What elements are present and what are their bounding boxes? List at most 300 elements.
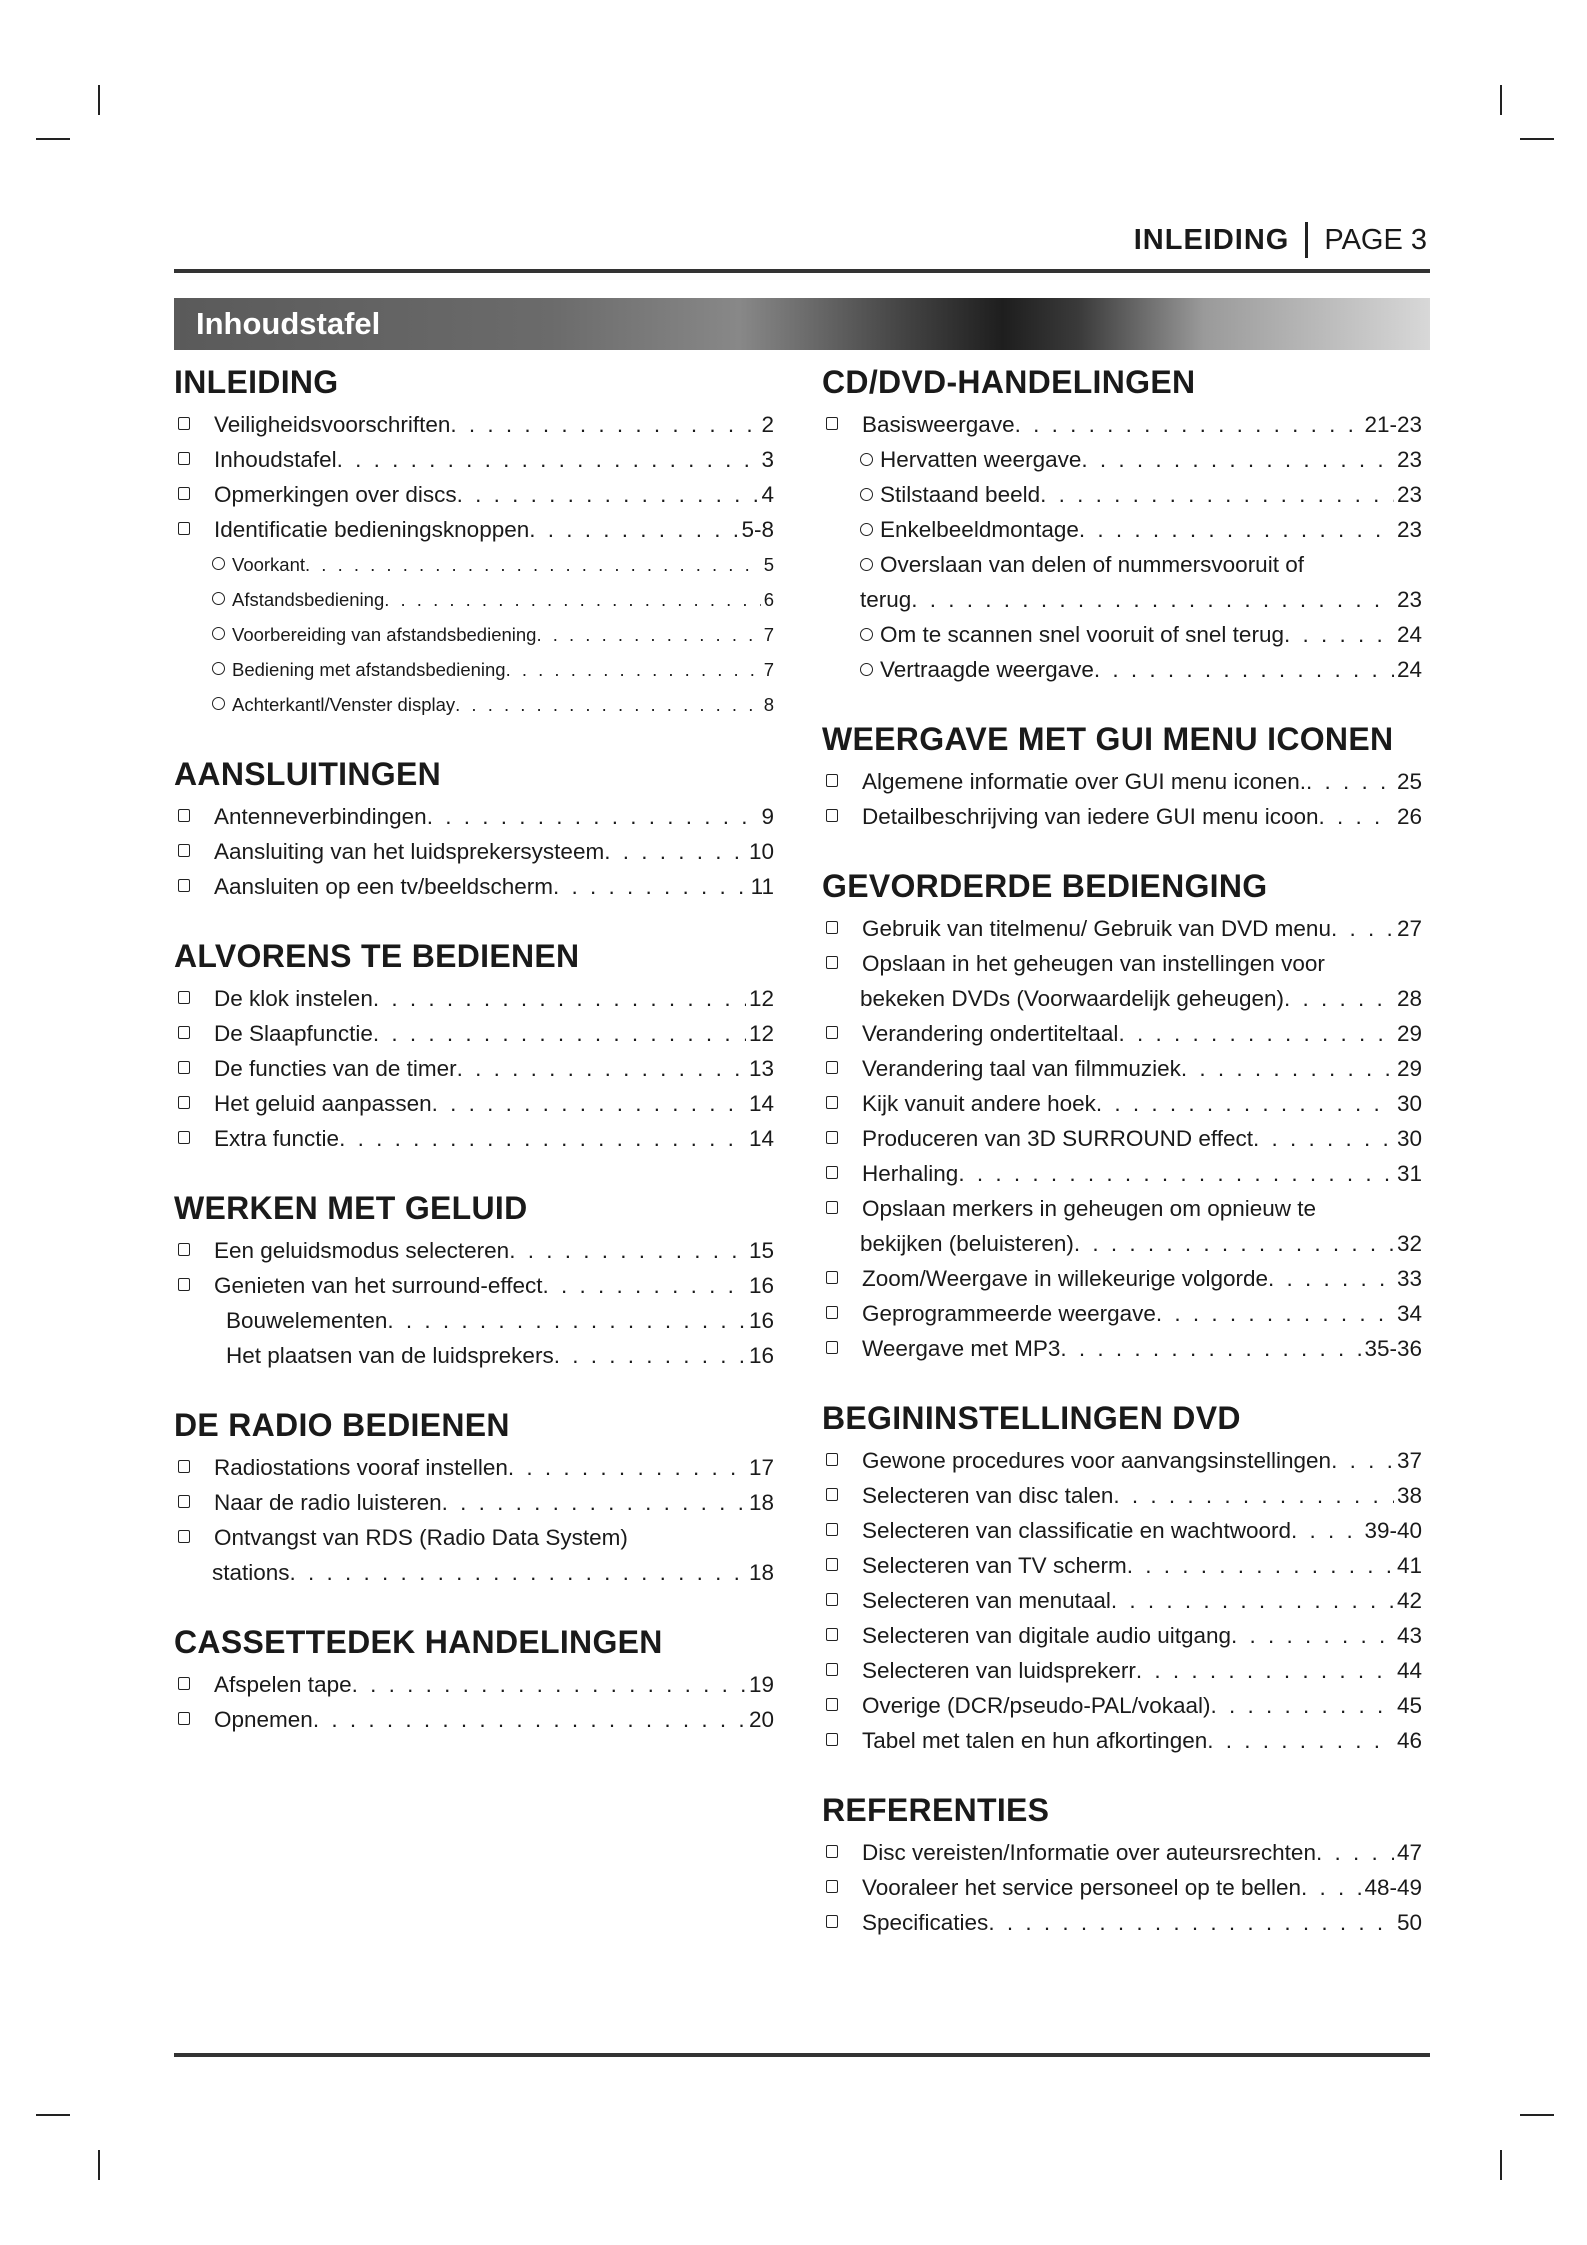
- toc-entry-page: 32: [1396, 1231, 1422, 1256]
- toc-banner: [174, 298, 1430, 350]
- checkbox-bullet-icon: [178, 1712, 190, 1725]
- checkbox-bullet-icon: [178, 452, 190, 465]
- toc-entry-page: 37: [1396, 1448, 1422, 1473]
- checkbox-bullet-icon: [178, 1530, 190, 1543]
- dot-leader: [337, 442, 759, 477]
- toc-entry-continuation[interactable]: [822, 582, 1422, 617]
- dot-leader: [1331, 911, 1394, 946]
- toc-entry-page: 23: [1396, 482, 1422, 507]
- dot-leader: [1113, 1478, 1394, 1513]
- toc-entry-label: Inhoudstafel: [214, 447, 337, 472]
- checkbox-bullet-icon: [178, 1131, 190, 1144]
- toc-entry[interactable]: [822, 652, 1422, 687]
- dot-leader: [1156, 1296, 1394, 1331]
- toc-entry-page: 29: [1396, 1056, 1422, 1081]
- toc-entry-label: Extra functie: [214, 1126, 340, 1151]
- checkbox-bullet-icon: [826, 1663, 838, 1676]
- toc-entry-page: 24: [1396, 622, 1422, 647]
- toc-entry-label: De functies van de timer: [214, 1056, 457, 1081]
- toc-entry-page: 5-8: [741, 517, 774, 542]
- toc-entry[interactable]: [822, 1261, 1422, 1296]
- toc-entry[interactable]: [174, 1016, 774, 1051]
- toc-entry-page: 4: [761, 482, 774, 507]
- toc-entry-page: 3: [761, 447, 774, 472]
- section-heading: WEERGAVE MET GUI MENU ICONEN: [822, 721, 1394, 757]
- toc-entry-page: 50: [1396, 1910, 1422, 1935]
- toc-entry[interactable]: [174, 582, 774, 617]
- footer-rule: [174, 2053, 1430, 2057]
- toc-entry-label: Een geluidsmodus selecteren: [214, 1238, 510, 1263]
- toc-entry[interactable]: [822, 1618, 1422, 1653]
- checkbox-bullet-icon: [826, 1096, 838, 1109]
- section-heading: ALVORENS TE BEDIENEN: [174, 938, 580, 974]
- toc-entry-label: Naar de radio luisteren: [214, 1490, 442, 1515]
- dot-leader: [604, 834, 746, 869]
- toc-entry-label: Zoom/Weergave in willekeurige volgorde: [862, 1266, 1269, 1291]
- toc-entry-page: 14: [748, 1091, 774, 1116]
- toc-entry[interactable]: [174, 1485, 774, 1520]
- toc-entry-label: Produceren van 3D SURROUND effect: [862, 1126, 1253, 1151]
- toc-entry-label: Specificaties: [862, 1910, 989, 1935]
- dot-leader: [553, 869, 748, 904]
- toc-entry[interactable]: [822, 1835, 1422, 1870]
- toc-entry[interactable]: [822, 1296, 1422, 1331]
- toc-entry-label: Weergave met MP3: [862, 1336, 1061, 1361]
- section-heading: GEVORDERDE BEDIENGING: [822, 868, 1268, 904]
- toc-entry-page: 43: [1396, 1623, 1422, 1648]
- toc-entry-label: Verandering ondertiteltaal: [862, 1021, 1119, 1046]
- checkbox-bullet-icon: [178, 1278, 190, 1291]
- dot-leader: [1291, 1513, 1361, 1548]
- toc-entry[interactable]: [822, 1688, 1422, 1723]
- dot-leader: [554, 1338, 746, 1373]
- toc-entry-page: 30: [1396, 1091, 1422, 1116]
- toc-entry[interactable]: [822, 799, 1422, 834]
- toc-entry-label: Bediening met afstandsbediening: [232, 659, 506, 680]
- dot-leader: [1040, 477, 1394, 512]
- toc-entry-label: Radiostations vooraf instellen: [214, 1455, 508, 1480]
- dot-leader: [427, 799, 759, 834]
- toc-entry-page: 30: [1396, 1126, 1422, 1151]
- circle-bullet-icon: [860, 488, 873, 501]
- dot-leader: [1111, 1583, 1394, 1618]
- toc-entry-label: Vertraagde weergave: [880, 657, 1094, 682]
- toc-entry-label: Selecteren van TV scherm: [862, 1553, 1127, 1578]
- toc-entry[interactable]: [822, 946, 1422, 981]
- toc-entry-page: 48-49: [1364, 1875, 1422, 1900]
- toc-entry-label: Identificatie bedieningsknoppen: [214, 517, 530, 542]
- toc-entry-page: 45: [1396, 1693, 1422, 1718]
- toc-entry[interactable]: [174, 1338, 774, 1373]
- toc-entry-label: Voorkant: [232, 554, 306, 575]
- toc-entry-label: Opmerkingen over discs: [214, 482, 457, 507]
- toc-entry-page: 16: [748, 1273, 774, 1298]
- checkbox-bullet-icon: [178, 809, 190, 822]
- toc-entry-page: 6: [763, 589, 774, 610]
- toc-entry-page: 35-36: [1364, 1336, 1422, 1361]
- dot-leader: [450, 407, 758, 442]
- toc-entry[interactable]: [822, 1870, 1422, 1905]
- dot-leader: [1094, 652, 1394, 687]
- dot-leader: [508, 1450, 746, 1485]
- toc-entry-page: 7: [763, 659, 774, 680]
- dot-leader: [1096, 1086, 1394, 1121]
- circle-bullet-icon: [860, 628, 873, 641]
- toc-entry[interactable]: [822, 1653, 1422, 1688]
- section-heading: CASSETTEDEK HANDELINGEN: [174, 1624, 663, 1660]
- toc-entry-label: Opnemen: [214, 1707, 313, 1732]
- toc-entry[interactable]: [174, 1233, 774, 1268]
- dot-leader: [1331, 1443, 1394, 1478]
- toc-entry-label: Ontvangst van RDS (Radio Data System): [214, 1525, 628, 1550]
- dot-leader: [1316, 1835, 1394, 1870]
- toc-entry-page: 41: [1396, 1553, 1422, 1578]
- toc-entry[interactable]: [174, 1450, 774, 1485]
- checkbox-bullet-icon: [826, 1523, 838, 1536]
- circle-bullet-icon: [212, 662, 225, 675]
- dot-leader: [509, 1233, 746, 1268]
- toc-entry-page: 7: [763, 624, 774, 645]
- dot-leader: [1210, 1688, 1393, 1723]
- toc-entry-page: 46: [1396, 1728, 1422, 1753]
- checkbox-bullet-icon: [826, 1845, 838, 1858]
- toc-entry[interactable]: [174, 1303, 774, 1338]
- checkbox-bullet-icon: [178, 991, 190, 1004]
- circle-bullet-icon: [860, 558, 873, 571]
- toc-right-column: [822, 360, 1422, 1940]
- checkbox-bullet-icon: [826, 1201, 838, 1214]
- dot-leader: [387, 1303, 746, 1338]
- toc-entry[interactable]: [822, 547, 1422, 582]
- crop-mark: [36, 138, 70, 140]
- crop-mark: [1500, 85, 1502, 115]
- header-divider: [1305, 222, 1308, 258]
- toc-entry-label: Aansluiten op een tv/beeldscherm: [214, 874, 553, 899]
- circle-bullet-icon: [212, 557, 225, 570]
- toc-entry-label: Opslaan merkers in geheugen om opnieuw te: [862, 1196, 1317, 1221]
- checkbox-bullet-icon: [826, 1453, 838, 1466]
- section-heading: DE RADIO BEDIENEN: [174, 1407, 510, 1443]
- toc-entry-page: 33: [1396, 1266, 1422, 1291]
- toc-entry-label: Kijk vanuit andere hoek: [862, 1091, 1096, 1116]
- dot-leader: [1081, 442, 1394, 477]
- toc-entry-label: Afstandsbediening: [232, 589, 385, 610]
- checkbox-bullet-icon: [826, 1698, 838, 1711]
- dot-leader: [1127, 1548, 1394, 1583]
- checkbox-bullet-icon: [826, 1915, 838, 1928]
- toc-entry-page: 25: [1396, 769, 1422, 794]
- toc-entry-continuation[interactable]: [822, 1226, 1422, 1261]
- toc-entry[interactable]: [822, 1016, 1422, 1051]
- toc-entry-label: Enkelbeeldmontage: [880, 517, 1079, 542]
- toc-entry-continuation[interactable]: [822, 981, 1422, 1016]
- toc-entry[interactable]: [174, 652, 774, 687]
- header-page: PAGE 3: [1324, 223, 1427, 256]
- toc-entry[interactable]: [822, 1443, 1422, 1478]
- dot-leader: [457, 477, 759, 512]
- crop-mark: [1500, 2150, 1502, 2180]
- toc-entry-label: Veiligheidsvoorschriften: [214, 412, 451, 437]
- header-rule: [174, 269, 1430, 273]
- circle-bullet-icon: [212, 592, 225, 605]
- toc-entry[interactable]: [174, 547, 774, 582]
- checkbox-bullet-icon: [826, 1733, 838, 1746]
- toc-entry[interactable]: [174, 477, 774, 512]
- checkbox-bullet-icon: [178, 1243, 190, 1256]
- toc-entry[interactable]: [174, 869, 774, 904]
- dot-leader: [1268, 1261, 1394, 1296]
- toc-entry-page: 11: [750, 874, 774, 899]
- circle-bullet-icon: [860, 523, 873, 536]
- dot-leader: [1207, 1723, 1394, 1758]
- toc-entry[interactable]: [174, 1121, 774, 1156]
- toc-entry[interactable]: [174, 981, 774, 1016]
- toc-entry-label: Stilstaand beeld: [880, 482, 1041, 507]
- section-heading: CD/DVD-HANDELINGEN: [822, 364, 1196, 400]
- dot-leader: [1231, 1618, 1394, 1653]
- dot-leader: [1079, 512, 1394, 547]
- circle-bullet-icon: [212, 697, 225, 710]
- toc-entry-page: 12: [748, 986, 774, 1011]
- dot-leader: [352, 1667, 746, 1702]
- toc-entry-page: 17: [748, 1455, 774, 1480]
- dot-leader: [455, 687, 761, 722]
- checkbox-bullet-icon: [178, 1677, 190, 1690]
- toc-entry[interactable]: [822, 1121, 1422, 1156]
- toc-entry-label: Het plaatsen van de luidsprekers: [226, 1343, 554, 1368]
- toc-entry[interactable]: [174, 799, 774, 834]
- toc-entry-label: Om te scannen snel vooruit of snel terug: [880, 622, 1284, 647]
- toc-entry[interactable]: [822, 407, 1422, 442]
- toc-entry-label: Selecteren van menutaal: [862, 1588, 1111, 1613]
- toc-entry[interactable]: [822, 911, 1422, 946]
- toc-entry-label-cont: bekeken DVDs (Voorwaardelijk geheugen): [860, 986, 1284, 1011]
- dot-leader: [1301, 1870, 1361, 1905]
- toc-entry[interactable]: [822, 1583, 1422, 1618]
- toc-entry[interactable]: [174, 1086, 774, 1121]
- toc-entry-label: Voorbereiding van afstandsbediening: [232, 624, 537, 645]
- crop-mark: [98, 85, 100, 115]
- dot-leader: [911, 582, 1394, 617]
- checkbox-bullet-icon: [826, 1880, 838, 1893]
- toc-entry-label: Detailbeschrijving van iedere GUI menu icoon: [862, 804, 1319, 829]
- checkbox-bullet-icon: [826, 921, 838, 934]
- toc-entry[interactable]: [174, 617, 774, 652]
- checkbox-bullet-icon: [826, 1271, 838, 1284]
- circle-bullet-icon: [860, 663, 873, 676]
- checkbox-bullet-icon: [178, 417, 190, 430]
- toc-entry-label: Herhaling: [862, 1161, 959, 1186]
- toc-entry[interactable]: [822, 1331, 1422, 1366]
- toc-entry[interactable]: [822, 617, 1422, 652]
- section-heading: AANSLUITINGEN: [174, 756, 442, 792]
- toc-entry-page: 18: [748, 1560, 774, 1585]
- dot-leader: [442, 1485, 746, 1520]
- checkbox-bullet-icon: [826, 809, 838, 822]
- toc-entry[interactable]: [174, 1268, 774, 1303]
- toc-entry-label: Achterkantl/Venster display: [232, 694, 456, 715]
- checkbox-bullet-icon: [826, 1341, 838, 1354]
- toc-entry-page: 23: [1396, 447, 1422, 472]
- toc-entry[interactable]: [174, 407, 774, 442]
- toc-entry-label: Overige (DCR/pseudo-PAL/vokaal): [862, 1693, 1211, 1718]
- toc-entry-continuation[interactable]: [174, 1555, 774, 1590]
- dot-leader: [373, 981, 746, 1016]
- toc-entry[interactable]: [822, 1478, 1422, 1513]
- checkbox-bullet-icon: [826, 1593, 838, 1606]
- toc-entry-label: De klok instelen: [214, 986, 373, 1011]
- toc-entry-label: Hervatten weergave: [880, 447, 1082, 472]
- toc-entry-page: 16: [748, 1343, 774, 1368]
- toc-entry-label-cont: stations: [212, 1560, 290, 1585]
- toc-entry-page: 39-40: [1364, 1518, 1422, 1543]
- toc-entry[interactable]: [822, 1156, 1422, 1191]
- section-heading: WERKEN MET GELUID: [174, 1190, 528, 1226]
- checkbox-bullet-icon: [178, 879, 190, 892]
- toc-entry-page: 16: [748, 1308, 774, 1333]
- dot-leader: [536, 617, 760, 652]
- toc-entry[interactable]: [822, 764, 1422, 799]
- checkbox-bullet-icon: [178, 1026, 190, 1039]
- checkbox-bullet-icon: [178, 487, 190, 500]
- checkbox-bullet-icon: [826, 1306, 838, 1319]
- toc-entry[interactable]: [822, 477, 1422, 512]
- toc-entry[interactable]: [822, 1051, 1422, 1086]
- toc-entry-page: 9: [761, 804, 774, 829]
- toc-entry-label-cont: bekijken (beluisteren): [860, 1231, 1074, 1256]
- checkbox-bullet-icon: [178, 844, 190, 857]
- toc-entry[interactable]: [174, 512, 774, 547]
- page-header: [1134, 222, 1427, 258]
- checkbox-bullet-icon: [826, 1558, 838, 1571]
- checkbox-bullet-icon: [826, 1061, 838, 1074]
- toc-entry-page: 47: [1396, 1840, 1422, 1865]
- toc-entry-page: 12: [748, 1021, 774, 1046]
- dot-leader: [543, 1268, 746, 1303]
- toc-entry[interactable]: [174, 1051, 774, 1086]
- toc-entry-page: 29: [1396, 1021, 1422, 1046]
- toc-entry-page: 20: [748, 1707, 774, 1732]
- crop-mark: [1520, 138, 1554, 140]
- checkbox-bullet-icon: [826, 1488, 838, 1501]
- section-heading: INLEIDING: [174, 364, 339, 400]
- dot-leader: [1074, 1226, 1394, 1261]
- section-heading: BEGININSTELLINGEN DVD: [822, 1400, 1241, 1436]
- toc-entry-label: Bouwelementen: [226, 1308, 388, 1333]
- toc-entry-page: 15: [748, 1238, 774, 1263]
- toc-entry-label: Selecteren van luidsprekerr: [862, 1658, 1136, 1683]
- toc-entry-label: Aansluiting van het luidsprekersysteem: [214, 839, 605, 864]
- dot-leader: [313, 1702, 746, 1737]
- toc-entry[interactable]: [174, 442, 774, 477]
- dot-leader: [1136, 1653, 1394, 1688]
- dot-leader: [1118, 1016, 1394, 1051]
- toc-entry-page: 42: [1396, 1588, 1422, 1613]
- toc-entry-page: 44: [1396, 1658, 1422, 1683]
- toc-entry-label: Afspelen tape: [214, 1672, 352, 1697]
- checkbox-bullet-icon: [826, 774, 838, 787]
- dot-leader: [305, 547, 761, 582]
- toc-entry-page: 19: [748, 1672, 774, 1697]
- dot-leader: [373, 1016, 746, 1051]
- dot-leader: [1253, 1121, 1394, 1156]
- toc-entry-label: Selecteren van classificatie en wachtwoord: [862, 1518, 1291, 1543]
- toc-entry-page: 21-23: [1364, 412, 1422, 437]
- toc-entry[interactable]: [174, 834, 774, 869]
- dot-leader: [432, 1086, 746, 1121]
- toc-entry-page: 10: [748, 839, 774, 864]
- toc-entry-page: 31: [1396, 1161, 1422, 1186]
- checkbox-bullet-icon: [826, 1026, 838, 1039]
- toc-entry[interactable]: [174, 1667, 774, 1702]
- toc-entry-label: Selecteren van digitale audio uitgang: [862, 1623, 1232, 1648]
- toc-entry[interactable]: [174, 1520, 774, 1555]
- crop-mark: [36, 2114, 70, 2116]
- toc-entry[interactable]: [822, 512, 1422, 547]
- toc-entry-page: 27: [1396, 916, 1422, 941]
- toc-entry-page: 38: [1396, 1483, 1422, 1508]
- toc-entry[interactable]: [174, 687, 774, 722]
- checkbox-bullet-icon: [178, 1061, 190, 1074]
- toc-entry-page: 26: [1396, 804, 1422, 829]
- toc-entry-label: Geprogrammeerde weergave: [862, 1301, 1156, 1326]
- toc-entry-page: 23: [1396, 587, 1422, 612]
- dot-leader: [1306, 764, 1394, 799]
- toc-entry[interactable]: [822, 1513, 1422, 1548]
- toc-entry-label: Genieten van het surround-effect: [214, 1273, 543, 1298]
- toc-entry-label: Verandering taal van filmmuziek: [862, 1056, 1181, 1081]
- dot-leader: [1181, 1051, 1394, 1086]
- toc-entry[interactable]: [822, 1086, 1422, 1121]
- dot-leader: [457, 1051, 746, 1086]
- toc-entry-page: 18: [748, 1490, 774, 1515]
- toc-entry-page: 5: [763, 554, 774, 575]
- toc-entry[interactable]: [822, 1548, 1422, 1583]
- toc-entry-label: Selecteren van disc talen: [862, 1483, 1114, 1508]
- toc-entry[interactable]: [822, 1723, 1422, 1758]
- dot-leader: [339, 1121, 746, 1156]
- dot-leader: [1015, 407, 1362, 442]
- checkbox-bullet-icon: [826, 956, 838, 969]
- toc-entry[interactable]: [822, 1905, 1422, 1940]
- toc-entry-page: 8: [763, 694, 774, 715]
- toc-entry-label: Basisweergave: [862, 412, 1015, 437]
- toc-entry-label: Algemene informatie over GUI menu iconen.: [862, 769, 1306, 794]
- toc-entry-label-cont: terug: [860, 587, 912, 612]
- circle-bullet-icon: [860, 453, 873, 466]
- toc-entry[interactable]: [822, 1191, 1422, 1226]
- crop-mark: [98, 2150, 100, 2180]
- dot-leader: [1318, 799, 1393, 834]
- checkbox-bullet-icon: [826, 417, 838, 430]
- toc-entry-label: Gebruik van titelmenu/ Gebruik van DVD menu: [862, 916, 1331, 941]
- toc-entry-label: De Slaapfunctie: [214, 1021, 373, 1046]
- dot-leader: [1284, 981, 1394, 1016]
- toc-entry[interactable]: [822, 442, 1422, 477]
- toc-entry-page: 14: [748, 1126, 774, 1151]
- section-heading: REFERENTIES: [822, 1792, 1050, 1828]
- checkbox-bullet-icon: [178, 1096, 190, 1109]
- dot-leader: [529, 512, 738, 547]
- toc-entry[interactable]: [174, 1702, 774, 1737]
- toc-title: Inhoudstafel: [196, 306, 381, 341]
- checkbox-bullet-icon: [826, 1131, 838, 1144]
- checkbox-bullet-icon: [178, 1495, 190, 1508]
- toc-entry-page: 24: [1396, 657, 1422, 682]
- checkbox-bullet-icon: [826, 1166, 838, 1179]
- circle-bullet-icon: [212, 627, 225, 640]
- dot-leader: [988, 1905, 1394, 1940]
